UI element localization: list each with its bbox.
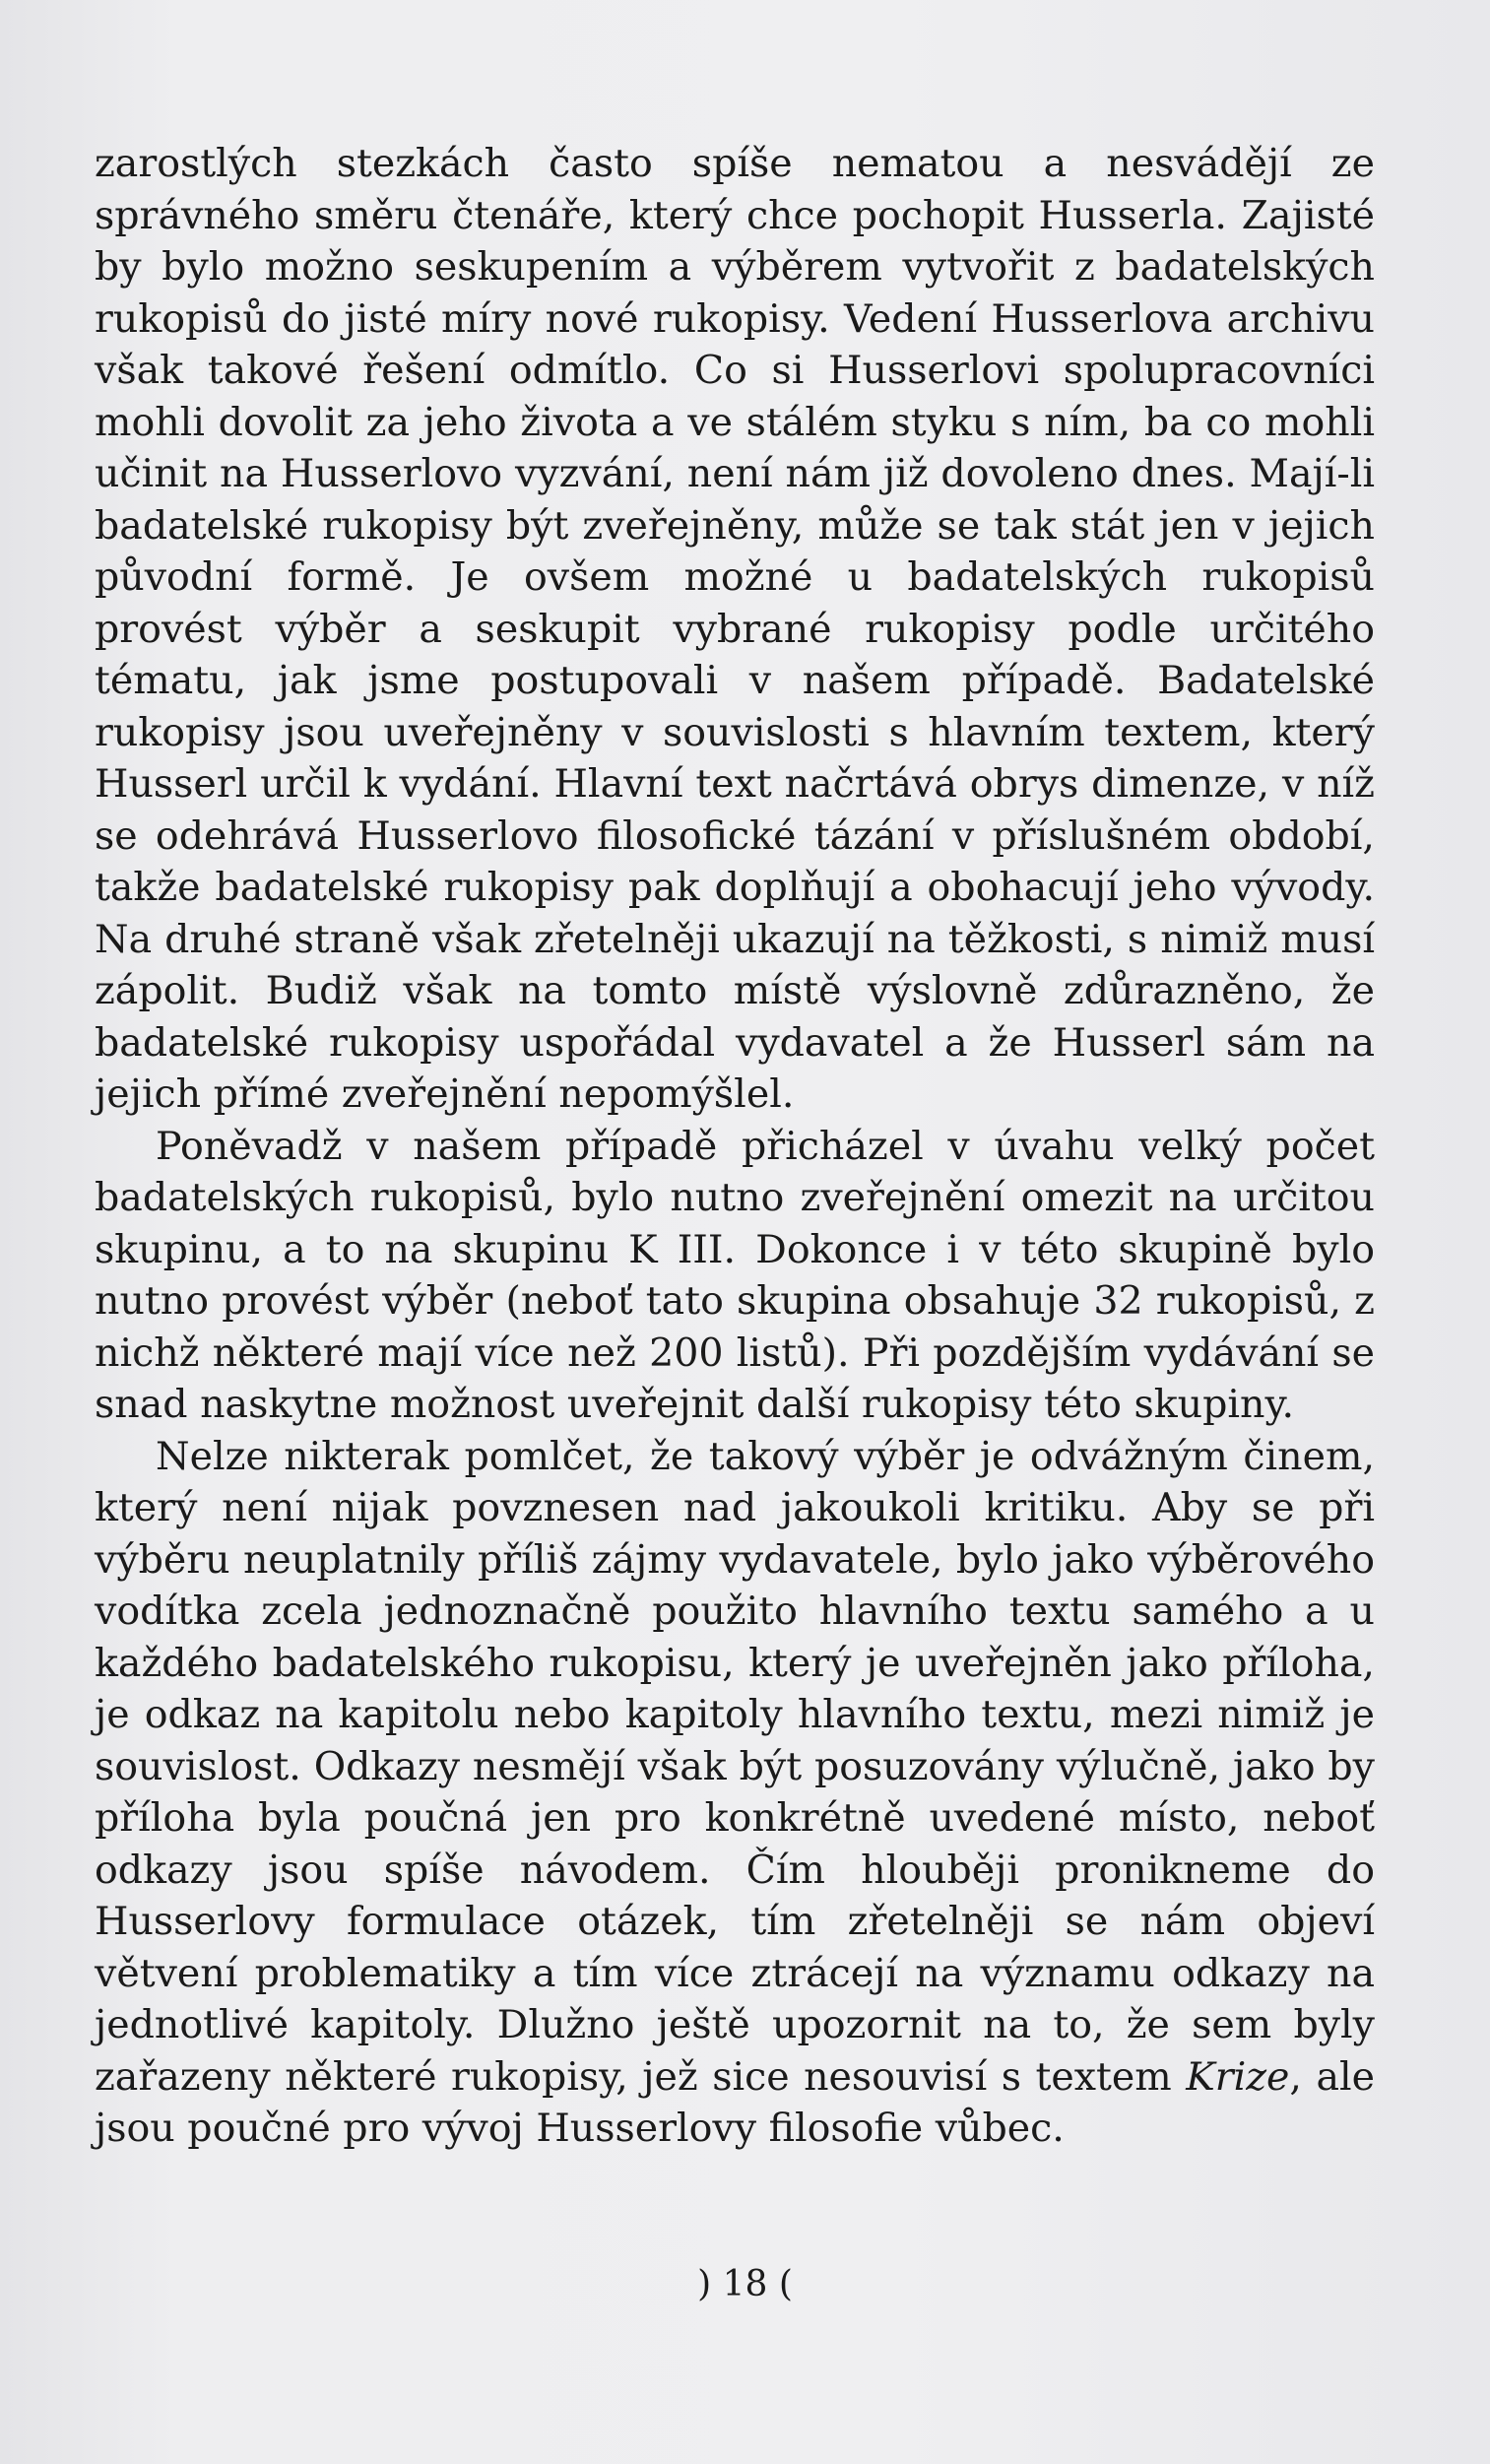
paragraph-3-ending: , ale jsou poučné pro vývoj Husserlovy filosofie vůbec.: [95, 2053, 1376, 2151]
paragraph-2-text: Poněvadž v našem případě přicházel v úvahu velký počet badatelských rukopisů, bylo nutno zveřejnění omezit na určitou skupinu, a to na skupinu K III. Dokonce i v této skupině bylo nutno provést výběr (neboť tato skupina obsahuje 32 rukopisů, z nichž některé mají více než 200 listů). Při pozdějším vydávání se snad naskytne možnost uveřejnit další rukopisy této skupiny.: [95, 1123, 1375, 1427]
paragraph-1: [95, 138, 1375, 1121]
paragraph-3: [95, 1431, 1375, 2155]
page-number: ) 18 (: [697, 2264, 793, 2304]
body-text: [95, 138, 1375, 2155]
paragraph-2: [95, 1121, 1375, 1431]
paragraph-1-text: zarostlých stezkách často spíše nematou a nesvádějí ze správného směru čtenáře, který chce pochopit Husserla. Zajisté by bylo možno seskupením a výběrem vytvořit z badatelských rukopisů do jisté míry nové rukopisy. Vedení Husserlova archivu však takové řešení odmítlo. Co si Husserlovi spolupracovníci mohli dovolit za jeho života a ve stálém styku s ním, ba co mohli učinit na Husserlovo vyzvání, není nám již dovoleno dnes. Mají-li badatelské rukopisy být zveřejněny, může se tak stát jen v jejich původní formě. Je ovšem možné u badatelských rukopisů provést výběr a seskupit vybrané rukopisy podle určitého tématu, jak jsme postupovali v našem případě. Badatelské rukopisy jsou uveřejněny v souvislosti s hlavním textem, který Husserl určil k vydání. Hlavní text načrtává obrys dimenze, v níž se odehrává Husserlovo filosofické tázání v příslušném období, takže badatelské rukopisy pak doplňují a obohacují jeho vývody. Na druhé straně však zřetelněji ukazují na těžkosti, s nimiž musí zápolit. Budiž však na tomto místě výslovně zdůrazněno, že badatelské rukopisy uspořádal vydavatel a že Husserl sám na jejich přímé zveřejnění nepomýšlel.: [95, 141, 1375, 1117]
paragraph-3-text: Nelze nikterak pomlčet, že takový výběr je odvážným činem, který není nijak povznesen nad jakoukoli kritiku. Aby se při výběru neuplatnily příliš zájmy vydavatele, bylo jako výběrového vodítka zcela jednoznačně použito hlavního textu samého a u každého badatelského rukopisu, který je uveřejněn jako příloha, je odkaz na kapitolu nebo kapitoly hlavního textu, mezi nimiž je souvislost. Odkazy nesmějí však být posuzovány výlučně, jako by příloha byla poučná jen pro konkrétně uvedené místo, neboť odkazy jsou spíše návodem. Čím hlouběji pronikneme do Husserlovy formulace otázek, tím zřetelněji se nám objeví větvení problematiky a tím více ztrácejí na významu odkazy na jednotlivé kapitoly. Dlužno ještě upozornit na to, že sem byly zařazeny některé rukopisy, jež sice nesouvisí s textem: [95, 1433, 1375, 2100]
book-title-krize: Krize: [1186, 2053, 1290, 2100]
